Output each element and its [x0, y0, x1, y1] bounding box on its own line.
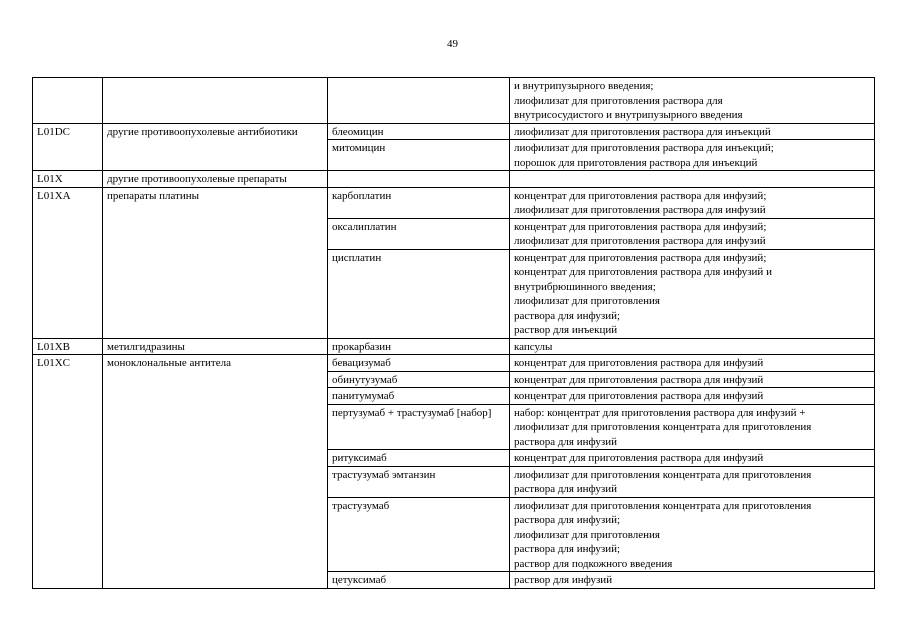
dosage-form-line: внутрибрюшинного введения; — [514, 280, 656, 293]
dosage-form-line: концентрат для приготовления раствора для инфузий — [514, 373, 764, 386]
dosage-form-cell — [510, 78, 875, 124]
dosage-form-line: концентрат для приготовления раствора для инфузий — [514, 452, 764, 464]
dosage-form-line: раствора для инфузий; — [514, 514, 621, 526]
table-row — [33, 355, 875, 372]
atc-code-cell: L01DC — [33, 123, 103, 171]
table-row — [33, 187, 875, 218]
dosage-form-line: лиофилизат для приготовления концентрата для приготовления — [514, 499, 812, 512]
table-row — [33, 171, 875, 188]
dosage-form-line: концентрат для приготовления раствора для инфузий; — [514, 220, 767, 233]
dosage-form-cell — [510, 466, 875, 497]
drug-name-cell: цисплатин — [328, 249, 510, 338]
dosage-form-cell — [510, 123, 875, 140]
atc-code-cell — [33, 78, 103, 124]
dosage-form-line: капсулы — [514, 340, 553, 353]
dosage-form-line: раствор для инъекций — [514, 324, 618, 336]
drug-group-cell: другие противоопухолевые антибиотики — [103, 123, 328, 171]
dosage-form-line: лиофилизат для приготовления раствора для инфузий — [514, 204, 766, 216]
dosage-form-line: лиофилизат для приготовления — [514, 528, 660, 541]
dosage-form-line: лиофилизат для приготовления концентрата для приготовления — [514, 468, 812, 481]
atc-code-cell: L01XA — [33, 187, 103, 338]
drug-name-cell: прокарбазин — [328, 338, 510, 355]
dosage-form-line: концентрат для приготовления раствора для инфузий — [514, 390, 764, 402]
dosage-form-cell — [510, 171, 875, 188]
drug-name-cell: бевацизумаб — [328, 355, 510, 372]
table-row — [33, 123, 875, 140]
atc-code-cell: L01X — [33, 171, 103, 188]
drug-group-cell — [103, 78, 328, 124]
dosage-form-line: раствора для инфузий; — [514, 543, 621, 555]
drug-name-cell — [328, 171, 510, 188]
dosage-form-line: раствор для инфузий — [514, 574, 613, 586]
drug-name-cell: оксалиплатин — [328, 218, 510, 249]
drug-name-cell: обинутузумаб — [328, 371, 510, 388]
drug-table — [32, 77, 875, 589]
drug-name-cell: блеомицин — [328, 123, 510, 140]
dosage-form-line: раствора для инфузий — [514, 483, 617, 495]
dosage-form-cell — [510, 187, 875, 218]
table-body — [33, 78, 875, 589]
dosage-form-line: концентрат для приготовления раствора для инфузий и — [514, 266, 772, 278]
dosage-form-line: раствора для инфузий; — [514, 309, 621, 322]
dosage-form-cell — [510, 572, 875, 589]
dosage-form-line: порошок для приготовления раствора для инъекций — [514, 156, 758, 169]
drug-name-cell: карбоплатин — [328, 187, 510, 218]
dosage-form-cell — [510, 371, 875, 388]
dosage-form-line: лиофилизат для приготовления раствора для инфузий — [514, 235, 766, 247]
page-number: 49 — [447, 38, 458, 50]
dosage-form-line: раствор для подкожного введения — [514, 557, 673, 570]
dosage-form-line: концентрат для приготовления раствора для инфузий; — [514, 251, 767, 264]
dosage-form-line: и внутрипузырного введения; — [514, 80, 654, 92]
dosage-form-line: лиофилизат для приготовления — [514, 295, 660, 307]
dosage-form-cell — [510, 249, 875, 338]
dosage-form-cell — [510, 497, 875, 572]
dosage-form-line: набор: концентрат для приготовления раствора для инфузий + — [514, 406, 806, 419]
drug-group-cell: другие противоопухолевые препараты — [103, 171, 328, 188]
drug-name-cell: цетуксимаб — [328, 572, 510, 589]
table-row — [33, 338, 875, 355]
dosage-form-line: раствора для инфузий — [514, 435, 617, 448]
dosage-form-line: лиофилизат для приготовления раствора для инъекций; — [514, 142, 774, 154]
dosage-form-line: лиофилизат для приготовления концентрата для приготовления — [514, 421, 812, 433]
drug-name-cell: трастузумаб эмтанзин — [328, 466, 510, 497]
atc-code-cell: L01XC — [33, 355, 103, 589]
dosage-form-cell — [510, 338, 875, 355]
dosage-form-line: внутрисосудистого и внутрипузырного введения — [514, 109, 743, 121]
dosage-form-cell — [510, 355, 875, 372]
dosage-form-line: лиофилизат для приготовления раствора для инъекций — [514, 125, 771, 138]
drug-name-cell: панитумумаб — [328, 388, 510, 405]
dosage-form-cell — [510, 388, 875, 405]
dosage-form-cell — [510, 450, 875, 467]
drug-group-cell: моноклональные антитела — [103, 355, 328, 589]
drug-group-cell: метилгидразины — [103, 338, 328, 355]
drug-name-cell — [328, 78, 510, 124]
atc-code-cell: L01XB — [33, 338, 103, 355]
dosage-form-line: концентрат для приготовления раствора для инфузий — [514, 357, 764, 369]
dosage-form-cell — [510, 218, 875, 249]
drug-name-cell: пертузумаб + трастузумаб [набор] — [328, 404, 510, 450]
drug-group-cell: препараты платины — [103, 187, 328, 338]
dosage-form-cell — [510, 404, 875, 450]
table-row — [33, 78, 875, 124]
drug-name-cell: митомицин — [328, 140, 510, 171]
dosage-form-line: лиофилизат для приготовления раствора для — [514, 94, 723, 107]
dosage-form-cell — [510, 140, 875, 171]
drug-name-cell: ритуксимаб — [328, 450, 510, 467]
drug-name-cell: трастузумаб — [328, 497, 510, 572]
dosage-form-line: концентрат для приготовления раствора для инфузий; — [514, 189, 767, 202]
